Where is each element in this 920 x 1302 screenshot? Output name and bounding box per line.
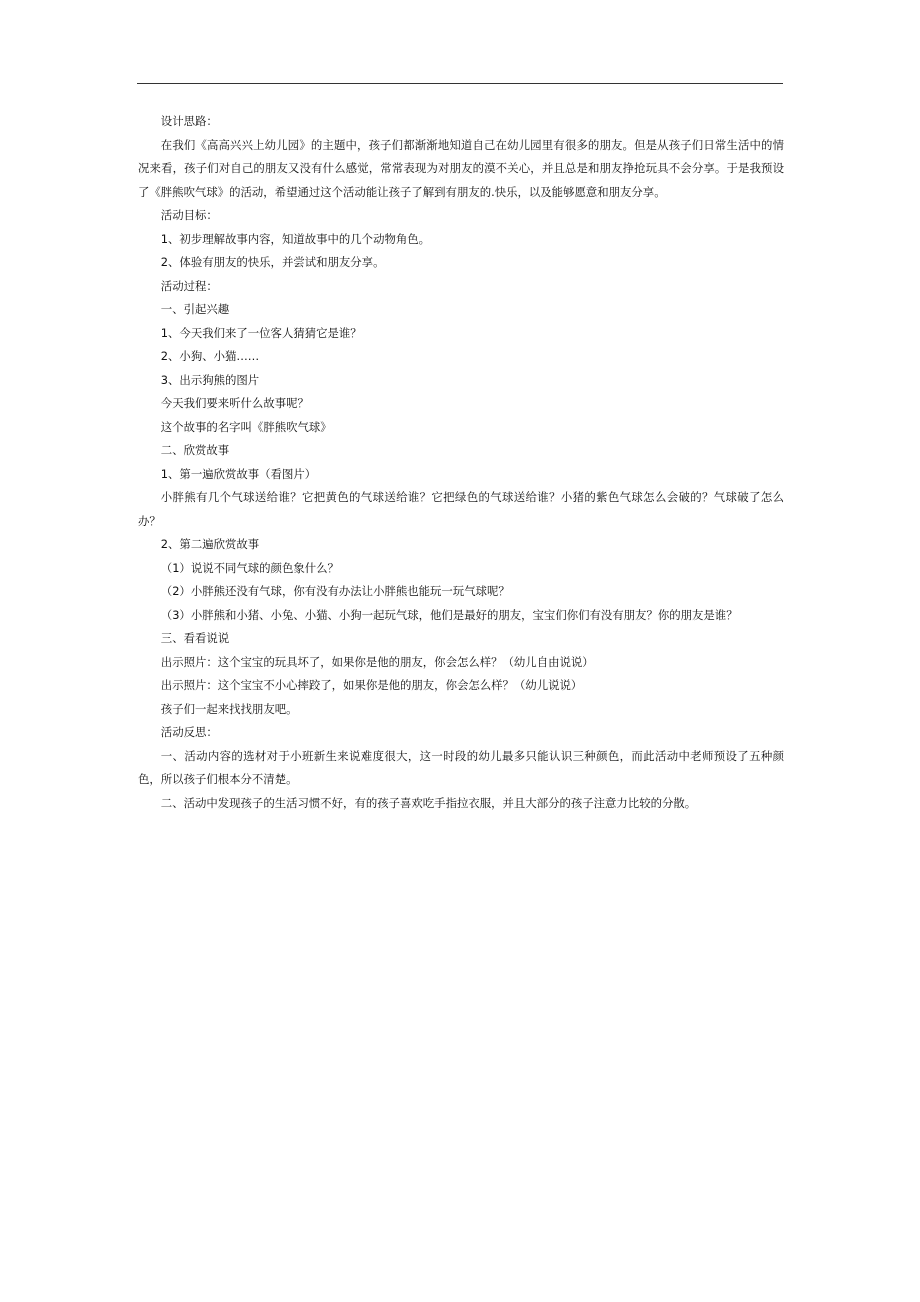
heading-design-idea: 设计思路： xyxy=(160,114,218,128)
sub-list-item: （3）小胖熊和小猪、小兔、小猫、小狗一起玩气球，他们是最好的朋友，宝宝们你们有没有朋友？你的朋友是谁？ xyxy=(160,607,738,622)
section-heading: 一、引起兴趣 xyxy=(160,302,230,316)
body-paragraph: 二、活动中发现孩子的生活习惯不好，有的孩子喜欢吃手指拉衣服，并且大部分的孩子注意力比较的分散。 xyxy=(160,795,697,810)
list-item: 2、小狗、小猫…… xyxy=(160,349,260,363)
body-line: 出示照片：这个宝宝的玩具坏了，如果你是他的朋友，你会怎么样？（幼儿自由说说） xyxy=(160,654,594,669)
section-heading: 三、看看说说 xyxy=(160,631,230,645)
list-item: 3、出示狗熊的图片 xyxy=(160,372,260,387)
body-line: 这个故事的名字叫《胖熊吹气球》 xyxy=(160,419,332,434)
list-item: 1、第一遍欣赏故事（看图片） xyxy=(160,466,317,481)
heading-activity-process: 活动过程： xyxy=(160,278,218,293)
list-item: 1、今天我们来了一位客人猜猜它是谁？ xyxy=(160,325,362,340)
body-paragraph: 在我们《高高兴兴上幼儿园》的主题中，孩子们都渐渐地知道自己在幼儿园里有很多的朋友。但是从孩子们日常生活中的情况来看，孩子们对自己的朋友又没有什么感觉，常常表现为对朋友的漠不关心，并且总是和朋友挣抢玩具不会分享。于是我预设了《胖熊吹气球》的活动，希望通过这个活动能让孩子了解到有朋友的.快乐，以及能够愿意和朋友分享。 xyxy=(138,137,784,199)
body-line: 出示照片：这个宝宝不小心摔跤了，如果你是他的朋友，你会怎么样？（幼儿说说） xyxy=(160,678,583,692)
body-line: 孩子们一起来找找朋友吧。 xyxy=(160,701,298,716)
sub-list-item: （2）小胖熊还没有气球，你有没有办法让小胖熊也能玩一玩气球呢？ xyxy=(160,584,510,598)
heading-activity-reflection: 活动反思： xyxy=(160,725,218,739)
document-body xyxy=(138,110,784,815)
body-line: 今天我们要来听什么故事呢？ xyxy=(160,396,309,410)
sub-list-item: （1）说说不同气球的颜色象什么？ xyxy=(160,560,339,575)
goal-item: 1、初步理解故事内容，知道故事中的几个动物角色。 xyxy=(160,231,431,246)
section-heading: 二、欣赏故事 xyxy=(160,443,230,457)
header-rule xyxy=(137,83,783,84)
goal-item: 2、体验有朋友的快乐，并尝试和朋友分享。 xyxy=(160,255,385,269)
body-paragraph: 一、活动内容的选材对于小班新生来说难度很大，这一时段的幼儿最多只能认识三种颜色，而此活动中老师预设了五种颜色，所以孩子们根本分不清楚。 xyxy=(138,748,784,786)
heading-activity-goals: 活动目标： xyxy=(160,208,218,222)
list-item: 2、第二遍欣赏故事 xyxy=(160,537,260,551)
body-paragraph: 小胖熊有几个气球送给谁？它把黄色的气球送给谁？它把绿色的气球送给谁？小猪的紫色气球怎么会破的？气球破了怎么办？ xyxy=(138,490,784,528)
